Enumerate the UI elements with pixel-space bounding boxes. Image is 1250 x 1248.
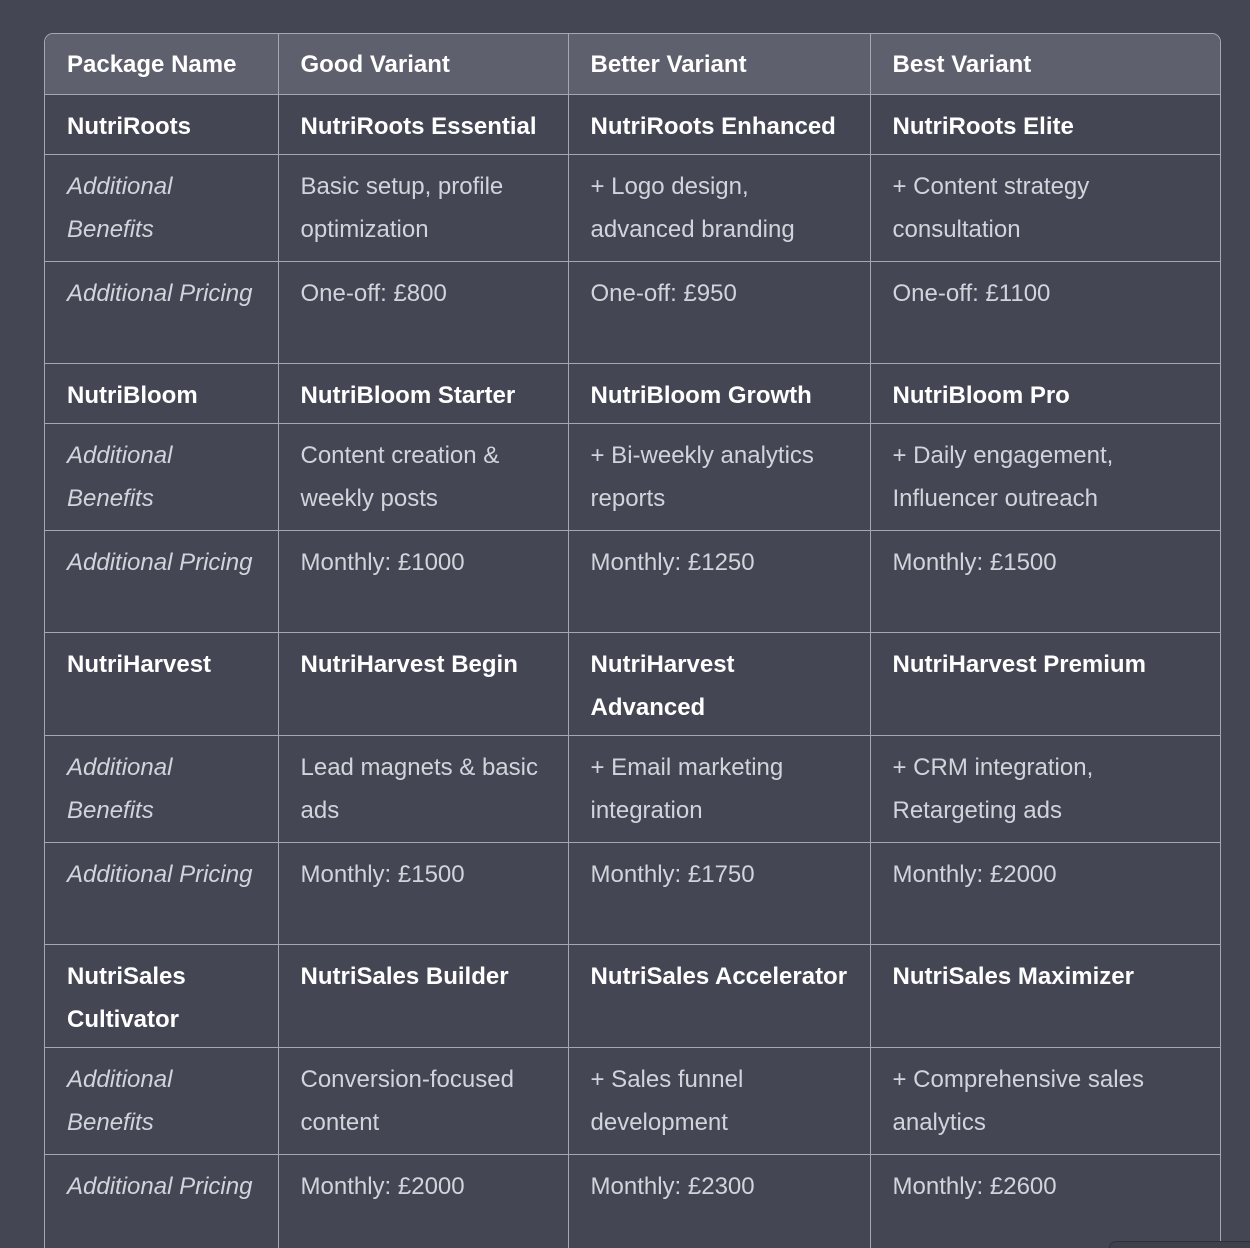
- pricing-label-cell: Additional Pricing: [45, 531, 278, 633]
- good-benefits-cell: Conversion-focused content: [278, 1048, 568, 1155]
- good-benefits-cell: Lead magnets & basic ads: [278, 736, 568, 843]
- good-pricing-cell: Monthly: £2000: [278, 1155, 568, 1248]
- benefits-label-cell: Additional Benefits: [45, 1048, 278, 1155]
- table-row-package: [45, 95, 1220, 155]
- better-pricing-cell: Monthly: £2300: [568, 1155, 870, 1248]
- good-benefits-cell: Basic setup, profile optimization: [278, 155, 568, 262]
- best-pricing-cell: Monthly: £1500: [870, 531, 1220, 633]
- scroll-edge-decoration: [1109, 1241, 1250, 1248]
- best-pricing-cell: Monthly: £2600: [892, 1173, 1057, 1200]
- good-variant-cell: NutriBloom Starter: [278, 364, 568, 424]
- benefits-label-cell: Additional Benefits: [45, 736, 278, 843]
- table-row-pricing: [45, 843, 1220, 945]
- best-variant-cell: NutriRoots Elite: [870, 95, 1220, 155]
- good-pricing-cell: One-off: £800: [278, 262, 568, 364]
- best-benefits-cell: + Daily engagement, Influencer outreach: [870, 424, 1220, 531]
- good-pricing-cell: Monthly: £1500: [278, 843, 568, 945]
- better-variant-cell: NutriSales Accelerator: [568, 945, 870, 1048]
- table-row-package: [45, 945, 1220, 1048]
- table-row-benefits: [45, 155, 1220, 262]
- better-variant-cell: NutriHarvest Advanced: [568, 633, 870, 736]
- better-pricing-cell: Monthly: £1250: [568, 531, 870, 633]
- header-better-variant: Better Variant: [568, 34, 870, 95]
- pricing-label-cell: Additional Pricing: [45, 843, 278, 945]
- package-name-cell: NutriSales Cultivator: [45, 945, 278, 1048]
- package-name-cell: NutriRoots: [45, 95, 278, 155]
- package-comparison-table: [44, 33, 1221, 1248]
- table-row-benefits: [45, 1048, 1220, 1155]
- best-benefits-cell: + Comprehensive sales analytics: [870, 1048, 1220, 1155]
- best-benefits-cell: + Content strategy consultation: [870, 155, 1220, 262]
- good-benefits-cell: Content creation & weekly posts: [278, 424, 568, 531]
- table-row-pricing: [45, 1155, 1220, 1248]
- better-variant-cell: NutriBloom Growth: [568, 364, 870, 424]
- table-row-pricing: [45, 262, 1220, 364]
- header-best-variant: Best Variant: [870, 34, 1220, 95]
- better-benefits-cell: + Sales funnel development: [568, 1048, 870, 1155]
- better-pricing-cell: One-off: £950: [568, 262, 870, 364]
- best-pricing-cell: Monthly: £2000: [870, 843, 1220, 945]
- header-package-name: Package Name: [45, 34, 278, 95]
- benefits-label-cell: Additional Benefits: [45, 424, 278, 531]
- best-pricing-cell: One-off: £1100: [870, 262, 1220, 364]
- table-row-benefits: [45, 736, 1220, 843]
- table-row-package: [45, 633, 1220, 736]
- better-benefits-cell: + Logo design, advanced branding: [568, 155, 870, 262]
- table-row-pricing: [45, 531, 1220, 633]
- package-name-cell: NutriHarvest: [45, 633, 278, 736]
- best-variant-cell: NutriBloom Pro: [870, 364, 1220, 424]
- good-pricing-cell: Monthly: £1000: [278, 531, 568, 633]
- better-benefits-cell: + Bi-weekly analytics reports: [568, 424, 870, 531]
- best-variant-cell: NutriHarvest Premium: [870, 633, 1220, 736]
- header-good-variant: Good Variant: [278, 34, 568, 95]
- better-variant-cell: NutriRoots Enhanced: [568, 95, 870, 155]
- good-variant-cell: NutriRoots Essential: [278, 95, 568, 155]
- table-header-row: [45, 34, 1220, 95]
- benefits-label-cell: Additional Benefits: [45, 155, 278, 262]
- better-pricing-cell: Monthly: £1750: [568, 843, 870, 945]
- table-row-package: [45, 364, 1220, 424]
- pricing-label-cell: Additional Pricing: [45, 262, 278, 364]
- good-variant-cell: NutriHarvest Begin: [278, 633, 568, 736]
- best-benefits-cell: + CRM integration, Retargeting ads: [870, 736, 1220, 843]
- better-benefits-cell: + Email marketing integration: [568, 736, 870, 843]
- best-variant-cell: NutriSales Maximizer: [870, 945, 1220, 1048]
- good-variant-cell: NutriSales Builder: [278, 945, 568, 1048]
- pricing-table: [45, 34, 1220, 1248]
- package-name-cell: NutriBloom: [45, 364, 278, 424]
- table-row-benefits: [45, 424, 1220, 531]
- pricing-label-cell: Additional Pricing: [45, 1155, 278, 1248]
